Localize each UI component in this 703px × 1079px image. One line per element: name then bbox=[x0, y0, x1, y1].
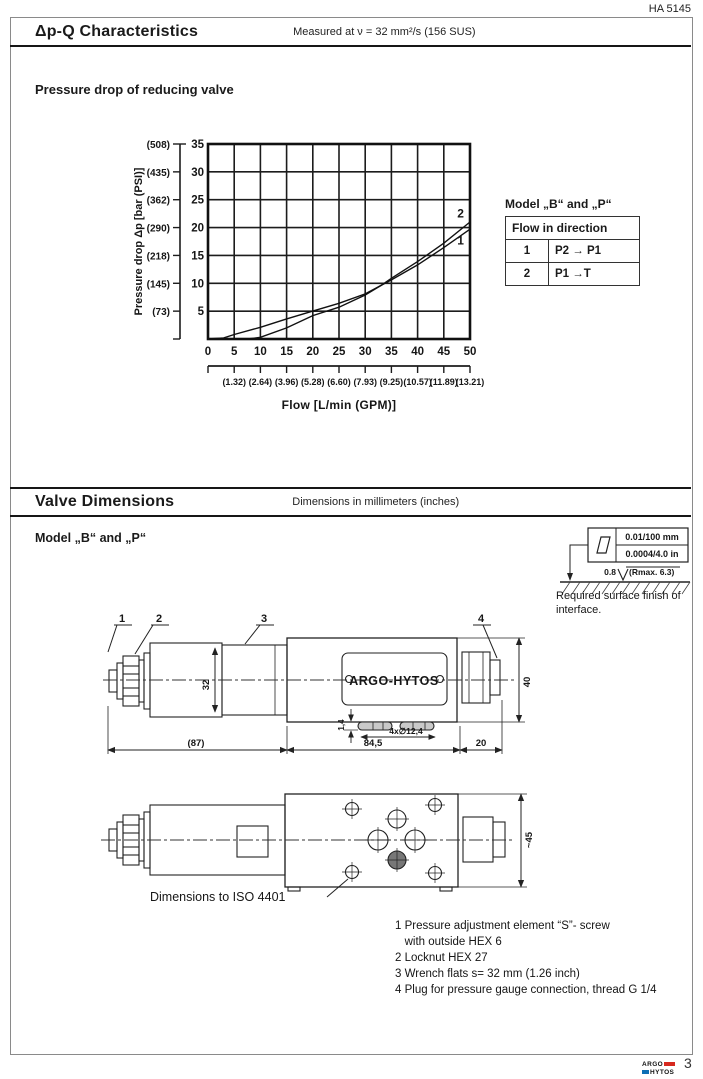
flatness-mm: 0.01/100 mm bbox=[625, 532, 679, 542]
svg-text:35: 35 bbox=[191, 139, 204, 151]
svg-text:(3.96): (3.96) bbox=[274, 377, 299, 387]
flatness-in: 0.0004/4.0 in bbox=[625, 549, 679, 559]
section2-title: Valve Dimensions bbox=[35, 493, 175, 510]
svg-text:Flow [L/min (GPM)]: Flow [L/min (GPM)] bbox=[281, 398, 397, 412]
callout-4: 4 bbox=[477, 613, 485, 625]
roughness-check-icon bbox=[618, 569, 628, 580]
svg-text:30: 30 bbox=[358, 346, 372, 358]
valve-side-view-drawing bbox=[95, 608, 535, 778]
svg-text:(290): (290) bbox=[146, 223, 170, 235]
svg-text:50: 50 bbox=[463, 346, 477, 358]
svg-text:0: 0 bbox=[204, 346, 212, 358]
dim-32: 32 bbox=[201, 679, 212, 691]
legend-row bbox=[506, 263, 640, 286]
dim-84-5: 84,5 bbox=[363, 738, 383, 749]
dim-1-4: 1,4 bbox=[337, 719, 346, 731]
nameplate-text: ARGO-HYTOS bbox=[349, 674, 439, 688]
callout-1: 1 bbox=[118, 613, 126, 625]
surface-finish-caption: Required surface finish of interface. bbox=[556, 590, 681, 616]
svg-text:(435): (435) bbox=[146, 167, 170, 179]
section2-subtitle: Dimensions in millimeters (inches) bbox=[292, 496, 460, 508]
svg-text:(508): (508) bbox=[146, 140, 170, 151]
svg-text:(145): (145) bbox=[146, 279, 170, 291]
chart-heading: Pressure drop of reducing valve bbox=[35, 82, 234, 97]
svg-text:5: 5 bbox=[197, 306, 204, 319]
svg-text:(11.89): (11.89) bbox=[429, 377, 458, 387]
model-label: Model „B“ and „P“ bbox=[35, 531, 147, 545]
argo-hytos-logo bbox=[642, 1059, 675, 1075]
svg-text:(1.32): (1.32) bbox=[222, 377, 246, 387]
flatness-icon bbox=[597, 537, 610, 553]
note-line: 3 Wrench flats s= 32 mm (1.26 inch) bbox=[395, 968, 580, 980]
svg-text:2: 2 bbox=[457, 206, 464, 221]
callout-3: 3 bbox=[260, 613, 268, 625]
section-header-characteristics bbox=[10, 18, 691, 47]
legend-row-direction: P1 →T bbox=[549, 263, 640, 286]
svg-text:25: 25 bbox=[191, 194, 204, 207]
svg-text:5: 5 bbox=[230, 346, 238, 358]
logo-text-bottom: HYTOS bbox=[650, 1069, 675, 1076]
note-line: 2 Locknut HEX 27 bbox=[395, 952, 488, 964]
dim-40: 40 bbox=[522, 676, 533, 688]
callout-2: 2 bbox=[155, 613, 163, 625]
legend-header: Flow in direction bbox=[506, 217, 640, 240]
iso-label: Dimensions to ISO 4401 bbox=[150, 890, 286, 904]
logo-red-block-icon bbox=[664, 1062, 675, 1066]
legend-row-number: 2 bbox=[506, 263, 549, 286]
svg-text:20: 20 bbox=[306, 346, 320, 358]
dim-87: (87) bbox=[187, 738, 205, 749]
svg-text:45: 45 bbox=[437, 346, 451, 358]
roughness-max: (Rmax. 6.3) bbox=[629, 567, 675, 577]
note-line: with outside HEX 6 bbox=[395, 936, 502, 948]
legend-row bbox=[506, 240, 640, 263]
pq-chart bbox=[128, 132, 498, 427]
svg-text:(5.28): (5.28) bbox=[301, 377, 325, 387]
dim-45: ~45 bbox=[524, 831, 535, 849]
legend-row-number: 1 bbox=[506, 240, 549, 263]
document-number: HA 5145 bbox=[648, 3, 691, 15]
svg-text:(10.57): (10.57) bbox=[403, 377, 432, 387]
section1-subtitle: Measured at ν = 32 mm²/s (156 SUS) bbox=[293, 25, 476, 38]
svg-text:15: 15 bbox=[191, 250, 204, 263]
drawing-notes bbox=[395, 918, 656, 998]
logo-text-top: ARGO bbox=[642, 1061, 664, 1068]
svg-text:Pressure drop Δp [bar (PSI)]: Pressure drop Δp [bar (PSI)] bbox=[133, 167, 145, 316]
dim-20: 20 bbox=[475, 738, 487, 749]
logo-blue-block-icon bbox=[642, 1070, 649, 1074]
port-pattern bbox=[342, 795, 445, 883]
svg-text:(218): (218) bbox=[146, 251, 170, 263]
section-header-dimensions bbox=[10, 487, 691, 517]
svg-text:(6.60): (6.60) bbox=[327, 377, 351, 387]
section1-title: Δp-Q Characteristics bbox=[35, 22, 199, 40]
svg-text:1: 1 bbox=[457, 233, 464, 248]
surface-finish-graphic bbox=[548, 524, 698, 598]
note-line: 1 Pressure adjustment element “S”- screw bbox=[395, 920, 610, 932]
svg-text:(73): (73) bbox=[152, 307, 170, 319]
svg-text:10: 10 bbox=[254, 346, 267, 358]
note-line: 4 Plug for pressure gauge connection, thread G 1/4 bbox=[395, 984, 657, 996]
svg-text:10: 10 bbox=[191, 278, 204, 291]
svg-text:25: 25 bbox=[332, 346, 346, 358]
legend-title: Model „B“ and „P“ bbox=[505, 197, 612, 211]
svg-text:35: 35 bbox=[385, 346, 398, 358]
svg-text:(2.64): (2.64) bbox=[248, 377, 273, 387]
svg-text:30: 30 bbox=[191, 166, 204, 179]
svg-text:20: 20 bbox=[191, 222, 204, 235]
leader-arrow-icon bbox=[567, 573, 573, 581]
svg-text:(7.93): (7.93) bbox=[353, 377, 377, 387]
svg-text:(362): (362) bbox=[146, 195, 170, 207]
pq-chart-svg bbox=[128, 132, 498, 422]
legend-table bbox=[505, 216, 640, 286]
page-number: 3 bbox=[684, 1055, 692, 1071]
dim-holes: 4x∅12,4 bbox=[389, 726, 423, 736]
svg-text:40: 40 bbox=[411, 346, 424, 358]
svg-text:(13.21): (13.21) bbox=[455, 377, 485, 387]
valve-top-view-drawing bbox=[95, 782, 540, 917]
svg-text:15: 15 bbox=[280, 346, 293, 358]
roughness-value: 0.8 bbox=[604, 567, 616, 577]
legend-row-direction: P2 → P1 bbox=[549, 240, 640, 263]
flow-direction-legend bbox=[505, 197, 640, 286]
svg-text:(9.25): (9.25) bbox=[379, 377, 404, 387]
